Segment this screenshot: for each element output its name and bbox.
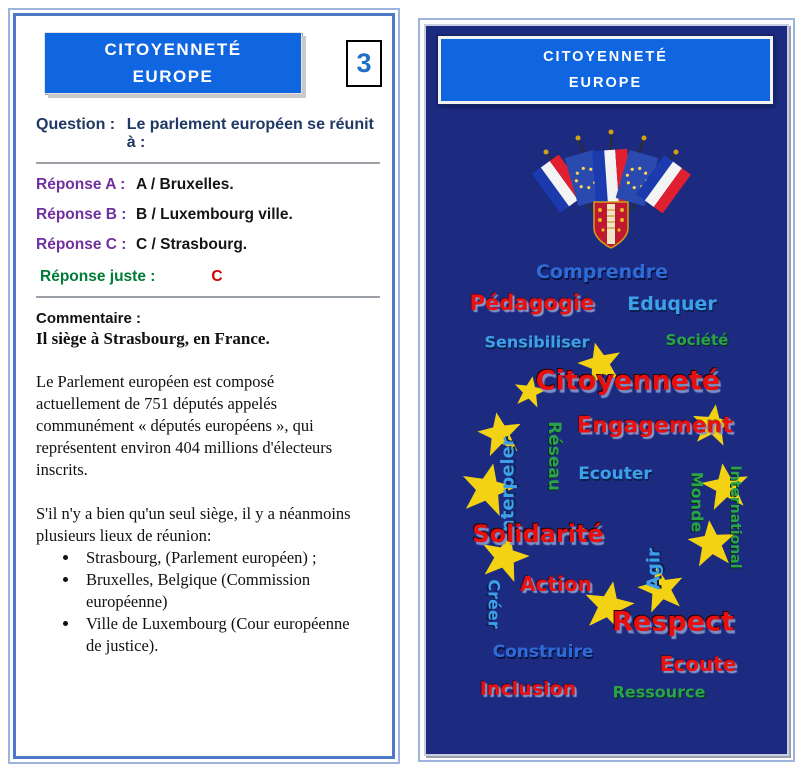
wordcloud-word: Solidarité [472,520,604,548]
answer-b-label: Réponse B : [36,206,127,223]
card-number: 3 [346,40,382,87]
correct-answer-label: Réponse juste : [40,268,156,285]
wordcloud-word: Sensibiliser [484,332,590,352]
list-item: • Strasbourg, (Parlement européen) ; [80,547,360,569]
wordcloud-word: Ecouter [578,464,652,484]
correct-answer-row [40,268,382,286]
correct-answer-value: C [211,268,223,285]
wordcloud-word: Pédagogie [469,291,595,315]
french-eu-flags-icon [526,126,696,261]
paragraph1-line: Le Parlement européen est composé [36,372,275,391]
quiz-card [8,8,400,764]
wordcloud-word: Société [665,331,729,349]
left-title-line1: CITOYENNETÉ [104,39,242,59]
paragraph2-line: S'il n'y a bien qu'un seul siège, il y a néanmoins [36,504,351,523]
question-text: Le parlement européen se réunit à : [126,116,374,151]
answer-b-text: B / Luxembourg ville. [136,206,293,223]
question-row [36,116,382,152]
answers-list [36,176,382,254]
wordcloud-word: Comprendre [535,261,669,283]
answer-row-c [36,236,382,254]
answer-a-label: Réponse A : [36,176,126,193]
wordcloud-word: Ressource [612,682,706,702]
question-label: Question : [36,116,116,133]
wordcloud-word: Citoyenneté [535,365,721,397]
meeting-places-list [80,547,398,657]
answer-c-text: C / Strasbourg. [136,236,248,253]
wordcloud-word: Action [520,572,592,596]
star-icon [699,460,752,511]
wordcloud-word: Engagement [577,413,733,439]
wordcloud-word: Ecoute [659,652,737,676]
wordcloud-word: Interpeler [497,437,519,539]
answer-row-a [36,176,382,194]
paragraph1-line: communément « députés européens », qui [36,416,314,435]
commentary-label: Commentaire : [36,310,142,327]
poster-card [418,18,795,762]
paragraph1-line: inscrits. [36,460,88,479]
wordcloud-word: Réseau [544,421,564,491]
separator-bottom [36,296,380,298]
wordcloud-word: Inclusion [479,678,577,700]
right-title-line1: CITOYENNETÉ [543,48,668,65]
answer-c-label: Réponse C : [36,236,127,253]
paragraph2-line: plusieurs lieux de réunion: [36,526,212,545]
wordcloud-word: Créer [484,579,504,629]
left-title-banner [44,32,302,94]
commentary-lead: Il siège à Strasbourg, en France. [36,329,270,348]
poster-card-frame [424,24,789,756]
paragraph1-line: actuellement de 751 députés appelés [36,394,277,413]
wordcloud-word: International [727,465,743,569]
separator-top [36,162,380,164]
right-title-line2: EUROPE [568,75,643,91]
quiz-card-frame [13,13,395,759]
wordcloud-word: Construire [492,642,594,662]
answer-row-b [36,206,382,224]
answer-a-text: A / Bruxelles. [136,176,234,193]
list-item: • Bruxelles, Belgique (Commission européenne) [80,569,360,613]
wordcloud-word: Respect [612,606,734,638]
paragraph1-line: représentent environ 404 millions d'électeurs [36,438,333,457]
wordcloud-word: Monde [687,471,707,533]
right-title-banner [438,36,773,104]
poster-background [424,24,789,756]
wordcloud-word: Eduquer [627,293,717,315]
wordcloud-word: Agir [643,548,665,590]
left-title-line2: EUROPE [132,67,214,86]
commentary-section [36,310,398,657]
list-item: • Ville de Luxembourg (Cour européenne de justice). [80,613,360,657]
crest [594,202,628,248]
